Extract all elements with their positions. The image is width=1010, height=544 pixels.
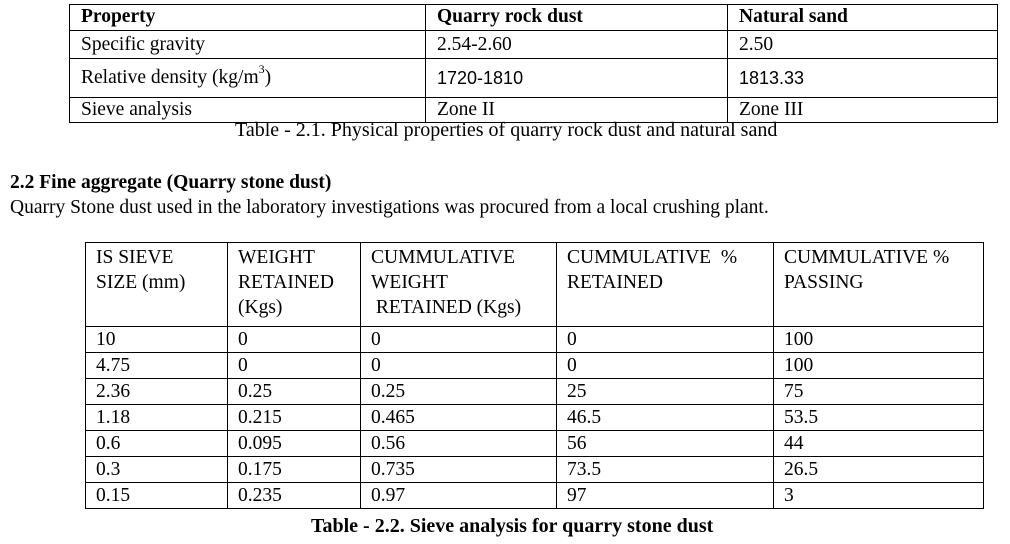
cumulative-percent-passing-cell: 100: [774, 353, 984, 379]
header-cell-sieve-size: [86, 243, 228, 327]
cumulative-percent-retained-cell: 46.5: [557, 405, 774, 431]
header-line: CUMMULATIVE %: [567, 247, 738, 268]
header-cell-cumulative-percent-passing: [774, 243, 984, 327]
cumulative-weight-cell: 0.97: [361, 483, 557, 509]
header-line: CUMMULATIVE: [371, 247, 516, 268]
header-line: WEIGHT: [371, 272, 448, 293]
property-cell: Sieve analysis: [70, 98, 426, 123]
cumulative-weight-cell: 0.25: [361, 379, 557, 405]
sieve-size-cell: 0.15: [86, 483, 228, 509]
table-row: [86, 327, 984, 353]
header-line: WEIGHT: [238, 247, 315, 268]
header-cell-natural-sand: Natural sand: [728, 5, 998, 31]
sieve-table-body: [86, 327, 984, 509]
table-row: [86, 405, 984, 431]
table-row: [86, 457, 984, 483]
weight-retained-cell: 0: [228, 353, 361, 379]
sieve-size-cell: 0.3: [86, 457, 228, 483]
table-row: [86, 379, 984, 405]
header-line: RETAINED (Kgs): [371, 297, 522, 318]
sand-value-cell: Zone III: [728, 98, 998, 123]
section-paragraph: Quarry Stone dust used in the laboratory investigations was procured from a local crushing plant.: [10, 197, 769, 218]
header-cell-weight-retained: [228, 243, 361, 327]
quarry-value-cell: 1720-1810: [426, 59, 728, 98]
table-header-row: [70, 5, 998, 31]
table-row: [70, 59, 998, 98]
header-line: RETAINED: [238, 272, 334, 293]
table-header-row: [86, 243, 984, 327]
table-caption: Table - 2.2. Sieve analysis for quarry stone dust: [311, 515, 714, 537]
table-row: [70, 31, 998, 59]
header-cell-cumulative-percent-retained: [557, 243, 774, 327]
sieve-size-cell: 0.6: [86, 431, 228, 457]
cumulative-percent-passing-cell: 75: [774, 379, 984, 405]
cumulative-weight-cell: 0: [361, 327, 557, 353]
weight-retained-cell: 0.215: [228, 405, 361, 431]
section-heading: 2.2 Fine aggregate (Quarry stone dust): [10, 172, 332, 193]
sieve-analysis-table: [85, 242, 984, 509]
cumulative-percent-retained-cell: 97: [557, 483, 774, 509]
cumulative-percent-passing-cell: 44: [774, 431, 984, 457]
property-tail: ): [264, 67, 272, 88]
table-row: [86, 483, 984, 509]
header-line: CUMMULATIVE %: [784, 247, 950, 268]
table-caption: Table - 2.1. Physical properties of quarry rock dust and natural sand: [235, 119, 778, 141]
quarry-value-cell: 2.54-2.60: [426, 31, 728, 59]
cumulative-percent-retained-cell: 73.5: [557, 457, 774, 483]
header-cell-cumulative-weight: [361, 243, 557, 327]
physical-properties-table: [69, 4, 998, 123]
quarry-value-cell: Zone II: [426, 98, 728, 123]
header-line: (Kgs): [238, 297, 283, 318]
cumulative-percent-retained-cell: 0: [557, 353, 774, 379]
sand-value-cell: 1813.33: [728, 59, 998, 98]
weight-retained-cell: 0.095: [228, 431, 361, 457]
weight-retained-cell: 0.235: [228, 483, 361, 509]
cumulative-percent-passing-cell: 26.5: [774, 457, 984, 483]
sieve-size-cell: 10: [86, 327, 228, 353]
weight-retained-cell: 0.175: [228, 457, 361, 483]
cumulative-percent-passing-cell: 3: [774, 483, 984, 509]
cumulative-percent-passing-cell: 53.5: [774, 405, 984, 431]
sand-value-cell: 2.50: [728, 31, 998, 59]
cumulative-weight-cell: 0.735: [361, 457, 557, 483]
cumulative-weight-cell: 0: [361, 353, 557, 379]
cumulative-weight-cell: 0.56: [361, 431, 557, 457]
property-cell: [70, 59, 426, 98]
header-cell-property: Property: [70, 5, 426, 31]
cumulative-percent-retained-cell: 56: [557, 431, 774, 457]
header-line: IS SIEVE: [96, 247, 174, 268]
cumulative-percent-retained-cell: 0: [557, 327, 774, 353]
header-line: RETAINED: [567, 272, 663, 293]
cumulative-percent-passing-cell: 100: [774, 327, 984, 353]
table-row: [86, 431, 984, 457]
table-row: [86, 353, 984, 379]
header-cell-quarry-rock-dust: Quarry rock dust: [426, 5, 728, 31]
header-line: PASSING: [784, 272, 864, 293]
sieve-size-cell: 2.36: [86, 379, 228, 405]
weight-retained-cell: 0.25: [228, 379, 361, 405]
sieve-size-cell: 1.18: [86, 405, 228, 431]
cumulative-percent-retained-cell: 25: [557, 379, 774, 405]
cumulative-weight-cell: 0.465: [361, 405, 557, 431]
header-line: SIZE (mm): [96, 272, 186, 293]
sieve-size-cell: 4.75: [86, 353, 228, 379]
property-cell: Specific gravity: [70, 31, 426, 59]
unit-superscript: 3: [258, 62, 265, 76]
weight-retained-cell: 0: [228, 327, 361, 353]
property-text: Relative density (kg/m: [81, 67, 259, 88]
